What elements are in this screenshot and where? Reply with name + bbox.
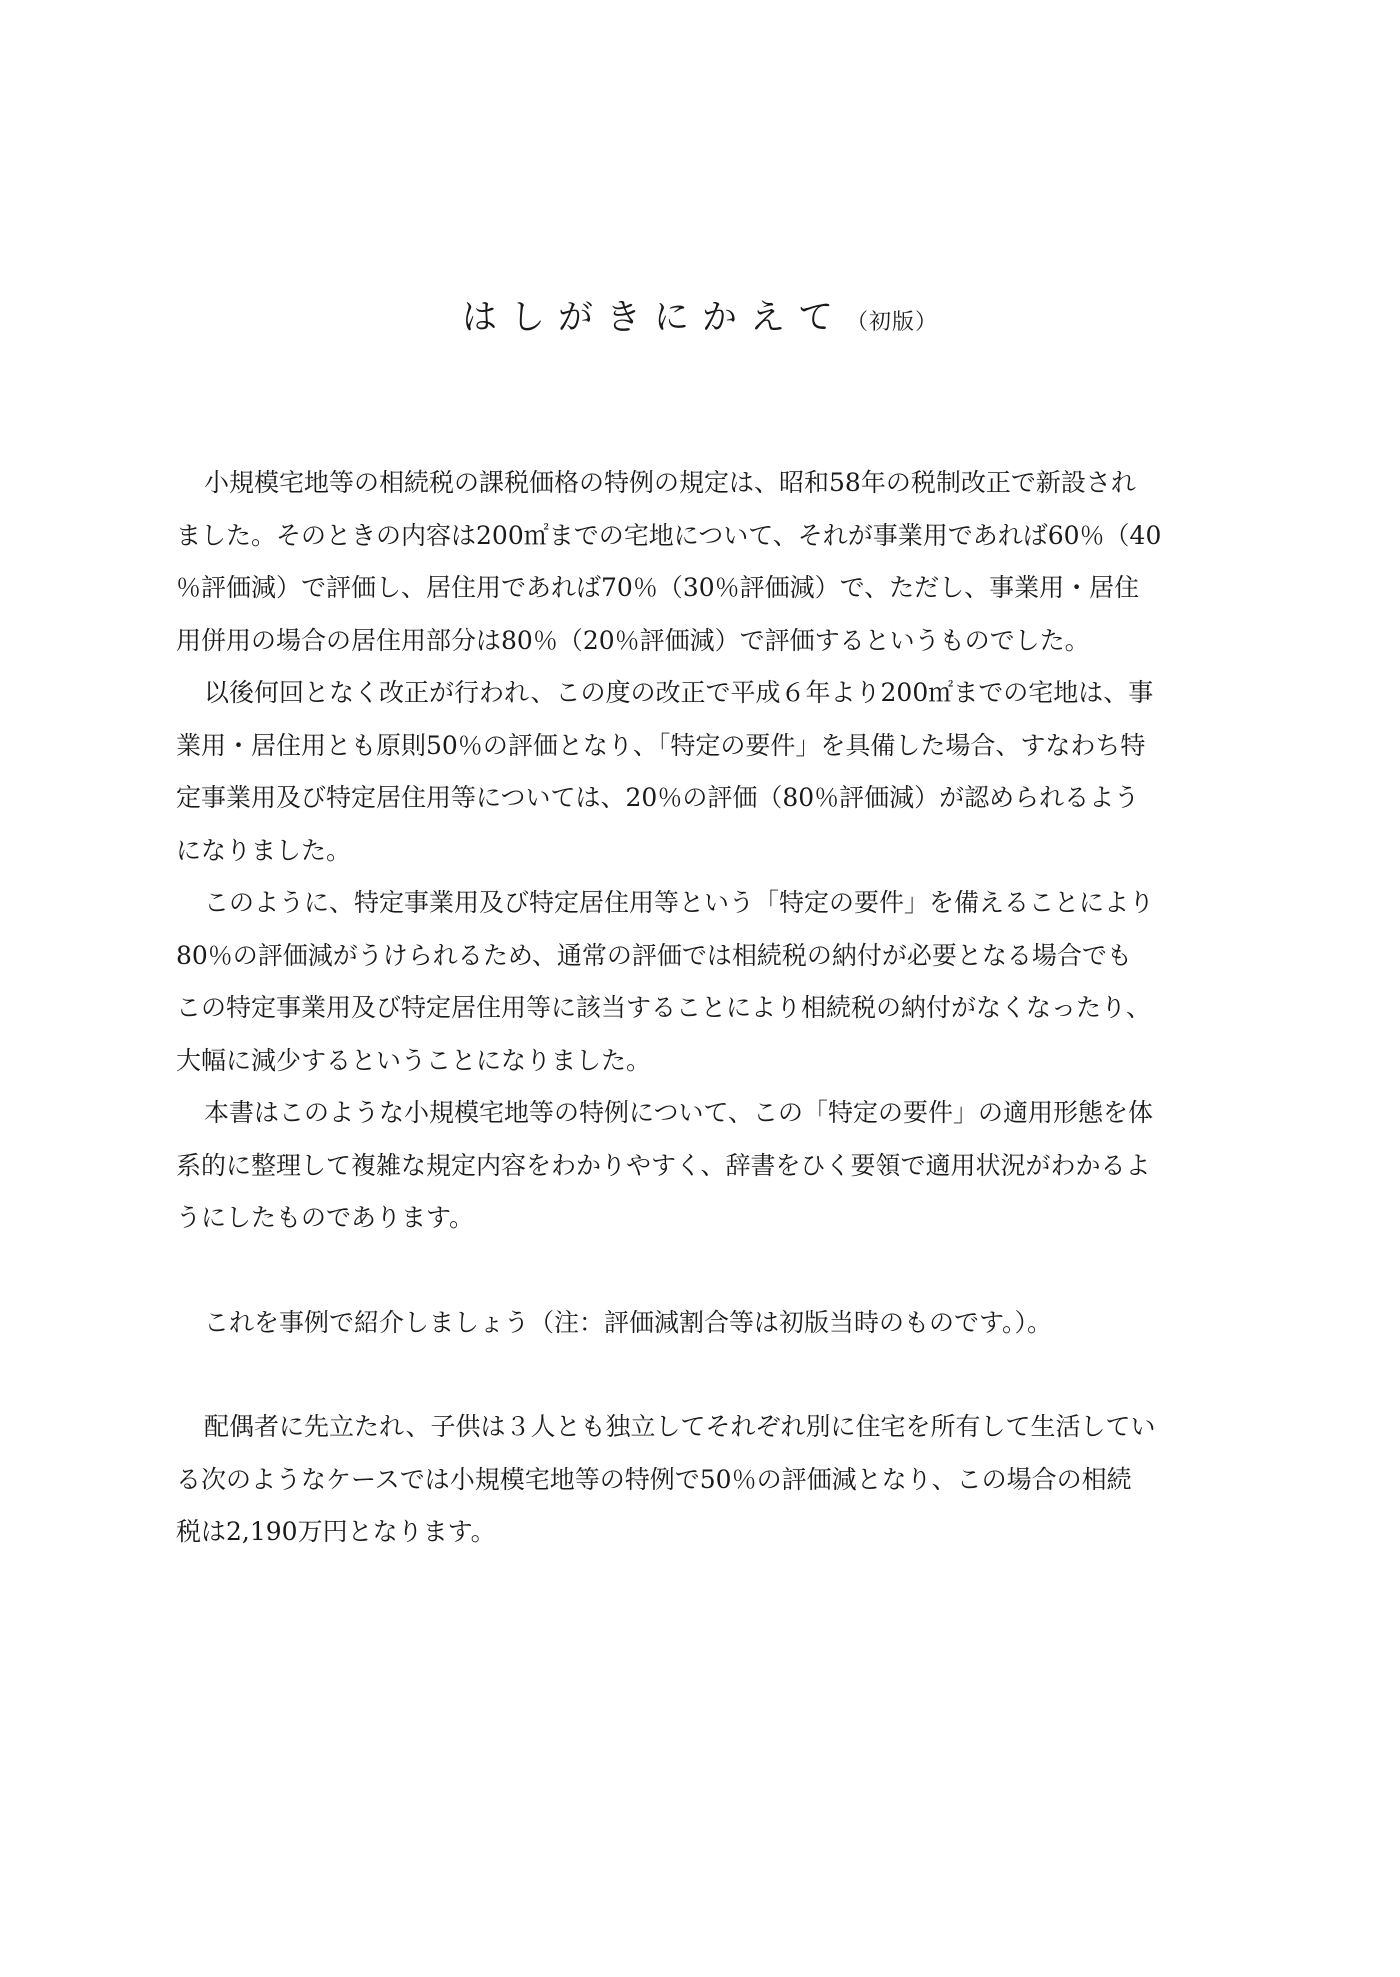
text-line: ました。そのときの内容は200㎡までの宅地について、それが事業用であれば60％（40 (176, 520, 1162, 550)
title-main: はしがきにかえて (461, 298, 846, 338)
paragraph-1 (176, 457, 1226, 667)
paragraph-4 (176, 1087, 1226, 1245)
title-edition: （初版） (846, 310, 939, 335)
text-line: 配偶者に先立たれ、子供は３人とも独立してそれぞれ別に住宅を所有して生活してい (204, 1412, 1156, 1441)
text-line: 用併用の場合の居住用部分は80％（20％評価減）で評価するというものでした。 (176, 625, 1090, 655)
paragraph-3 (176, 877, 1226, 1087)
paragraph-6 (176, 1401, 1226, 1559)
text-line: になりました。 (176, 835, 352, 865)
body-text (176, 457, 1226, 1559)
text-line: 定事業用及び特定居住用等については、20％の評価（80％評価減）が認められるよう (176, 783, 1140, 812)
text-line: 本書はこのような小規模宅地等の特例について、この「特定の要件」の適用形態を体 (204, 1098, 1154, 1127)
text-line: このように、特定事業用及び特定居住用等という「特定の要件」を備えることにより (204, 888, 1155, 917)
text-line: 小規模宅地等の相続税の課税価格の特例の規定は、昭和58年の税制改正で新設され (204, 468, 1136, 497)
text-line: 系的に整理して複雑な規定内容をわかりやすく、辞書をひく要領で適用状況がわかるよ (176, 1150, 1151, 1180)
paragraph-gap (176, 1349, 1226, 1401)
text-line: る次のようなケースでは小規模宅地等の特例で50％の評価減となり、この場合の相続 (176, 1464, 1132, 1494)
text-line: 業用・居住用とも原則50％の評価となり、「特定の要件」を具備した場合、すなわち特 (176, 730, 1146, 760)
text-line: うにしたものであります。 (176, 1203, 475, 1232)
text-line: ％評価減）で評価し、居住用であれば70％（30％評価減）で、ただし、事業用・居住 (176, 573, 1140, 602)
text-line: これを事例で紹介しましょう（注：評価減割合等は初版当時のものです。）。 (204, 1307, 1053, 1337)
text-line: この特定事業用及び特定居住用等に該当することにより相続税の納付がなくなったり、 (176, 993, 1152, 1022)
text-line: 税は2,190万円となります。 (176, 1517, 496, 1546)
paragraph-5 (176, 1297, 1226, 1350)
text-line: 80％の評価減がうけられるため、通常の評価では相続税の納付が必要となる場合でも (176, 940, 1132, 970)
paragraph-2 (176, 667, 1226, 877)
text-line: 大幅に減少するということになりました。 (176, 1045, 652, 1075)
text-line: 以後何回となく改正が行われ、この度の改正で平成６年より200㎡までの宅地は、事 (204, 678, 1154, 707)
page-title (0, 290, 1400, 340)
paragraph-gap (176, 1245, 1226, 1297)
